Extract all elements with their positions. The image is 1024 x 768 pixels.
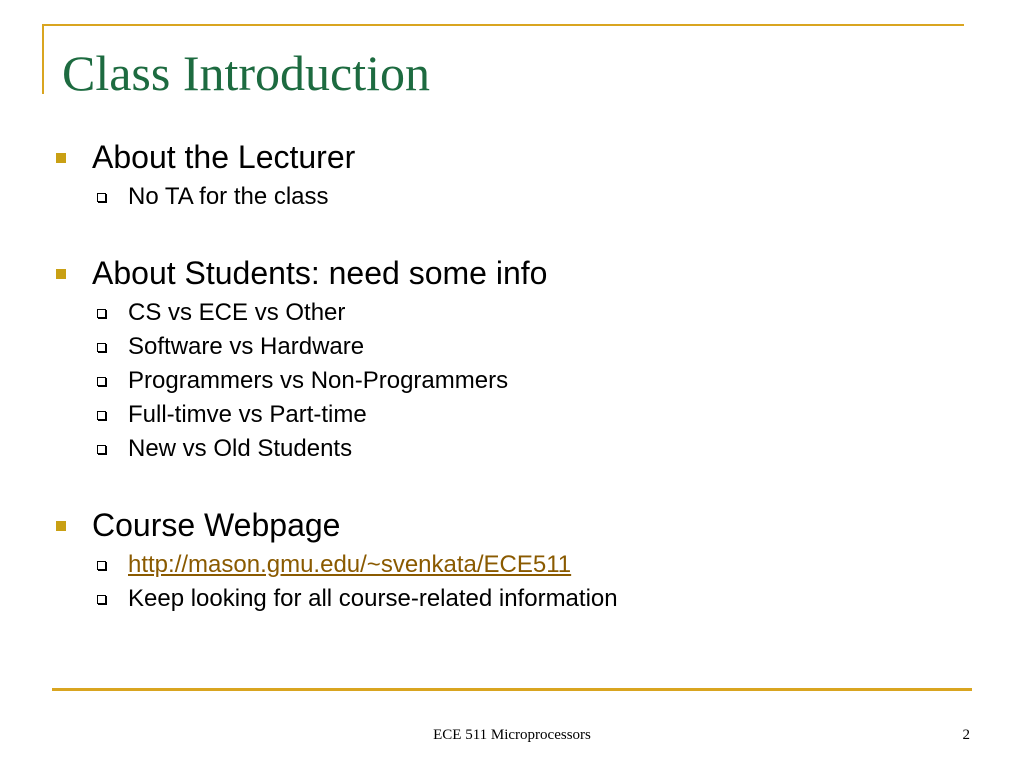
bottom-rule-line <box>52 688 972 691</box>
sub-bullet-cs-ece <box>92 296 976 330</box>
sub-bullet-text: Keep looking for all course-related information <box>128 585 618 612</box>
hollow-square-bullet-icon <box>97 595 106 604</box>
slide-content <box>56 136 976 616</box>
left-rule-line <box>42 24 44 94</box>
hollow-square-bullet-icon <box>97 309 106 318</box>
hollow-square-bullet-icon <box>97 193 106 202</box>
sub-bullet-text: Full-timve vs Part-time <box>128 401 367 428</box>
sub-bullet-text: No TA for the class <box>128 183 329 210</box>
bullet-course-webpage <box>56 504 976 546</box>
sub-bullet-text: New vs Old Students <box>128 435 353 462</box>
bullet-text: About Students: need some info <box>92 255 548 291</box>
hollow-square-bullet-icon <box>97 343 106 352</box>
bullet-about-students <box>56 252 976 294</box>
sub-bullet-text: Programmers vs Non-Programmers <box>128 367 509 394</box>
sub-bullet-full-part-time <box>92 398 976 432</box>
bullet-about-lecturer <box>56 136 976 178</box>
sub-bullet-no-ta <box>92 180 976 214</box>
spacer <box>56 466 976 504</box>
hollow-square-bullet-icon <box>97 561 106 570</box>
hollow-square-bullet-icon <box>97 411 106 420</box>
footer-page-number: 2 <box>962 727 970 743</box>
bullet-text: Course Webpage <box>92 507 341 543</box>
course-webpage-link[interactable]: http://mason.gmu.edu/~svenkata/ECE511 <box>128 551 572 578</box>
sub-bullet-text: Software vs Hardware <box>128 333 365 360</box>
slide-title: Class Introduction <box>62 45 431 101</box>
sub-bullet-programmers <box>92 364 976 398</box>
footer-course-name: ECE 511 Microprocessors <box>433 727 591 743</box>
top-rule-line <box>42 24 964 26</box>
sub-bullet-keep-looking <box>92 582 976 616</box>
spacer <box>56 214 976 252</box>
sub-bullet-webpage-link <box>92 548 976 582</box>
hollow-square-bullet-icon <box>97 445 106 454</box>
sub-bullet-text: CS vs ECE vs Other <box>128 299 346 326</box>
sub-bullet-software-hardware <box>92 330 976 364</box>
square-bullet-icon <box>56 153 66 163</box>
square-bullet-icon <box>56 269 66 279</box>
hollow-square-bullet-icon <box>97 377 106 386</box>
bullet-text: About the Lecturer <box>92 139 356 175</box>
square-bullet-icon <box>56 521 66 531</box>
sub-bullet-new-old <box>92 432 976 466</box>
